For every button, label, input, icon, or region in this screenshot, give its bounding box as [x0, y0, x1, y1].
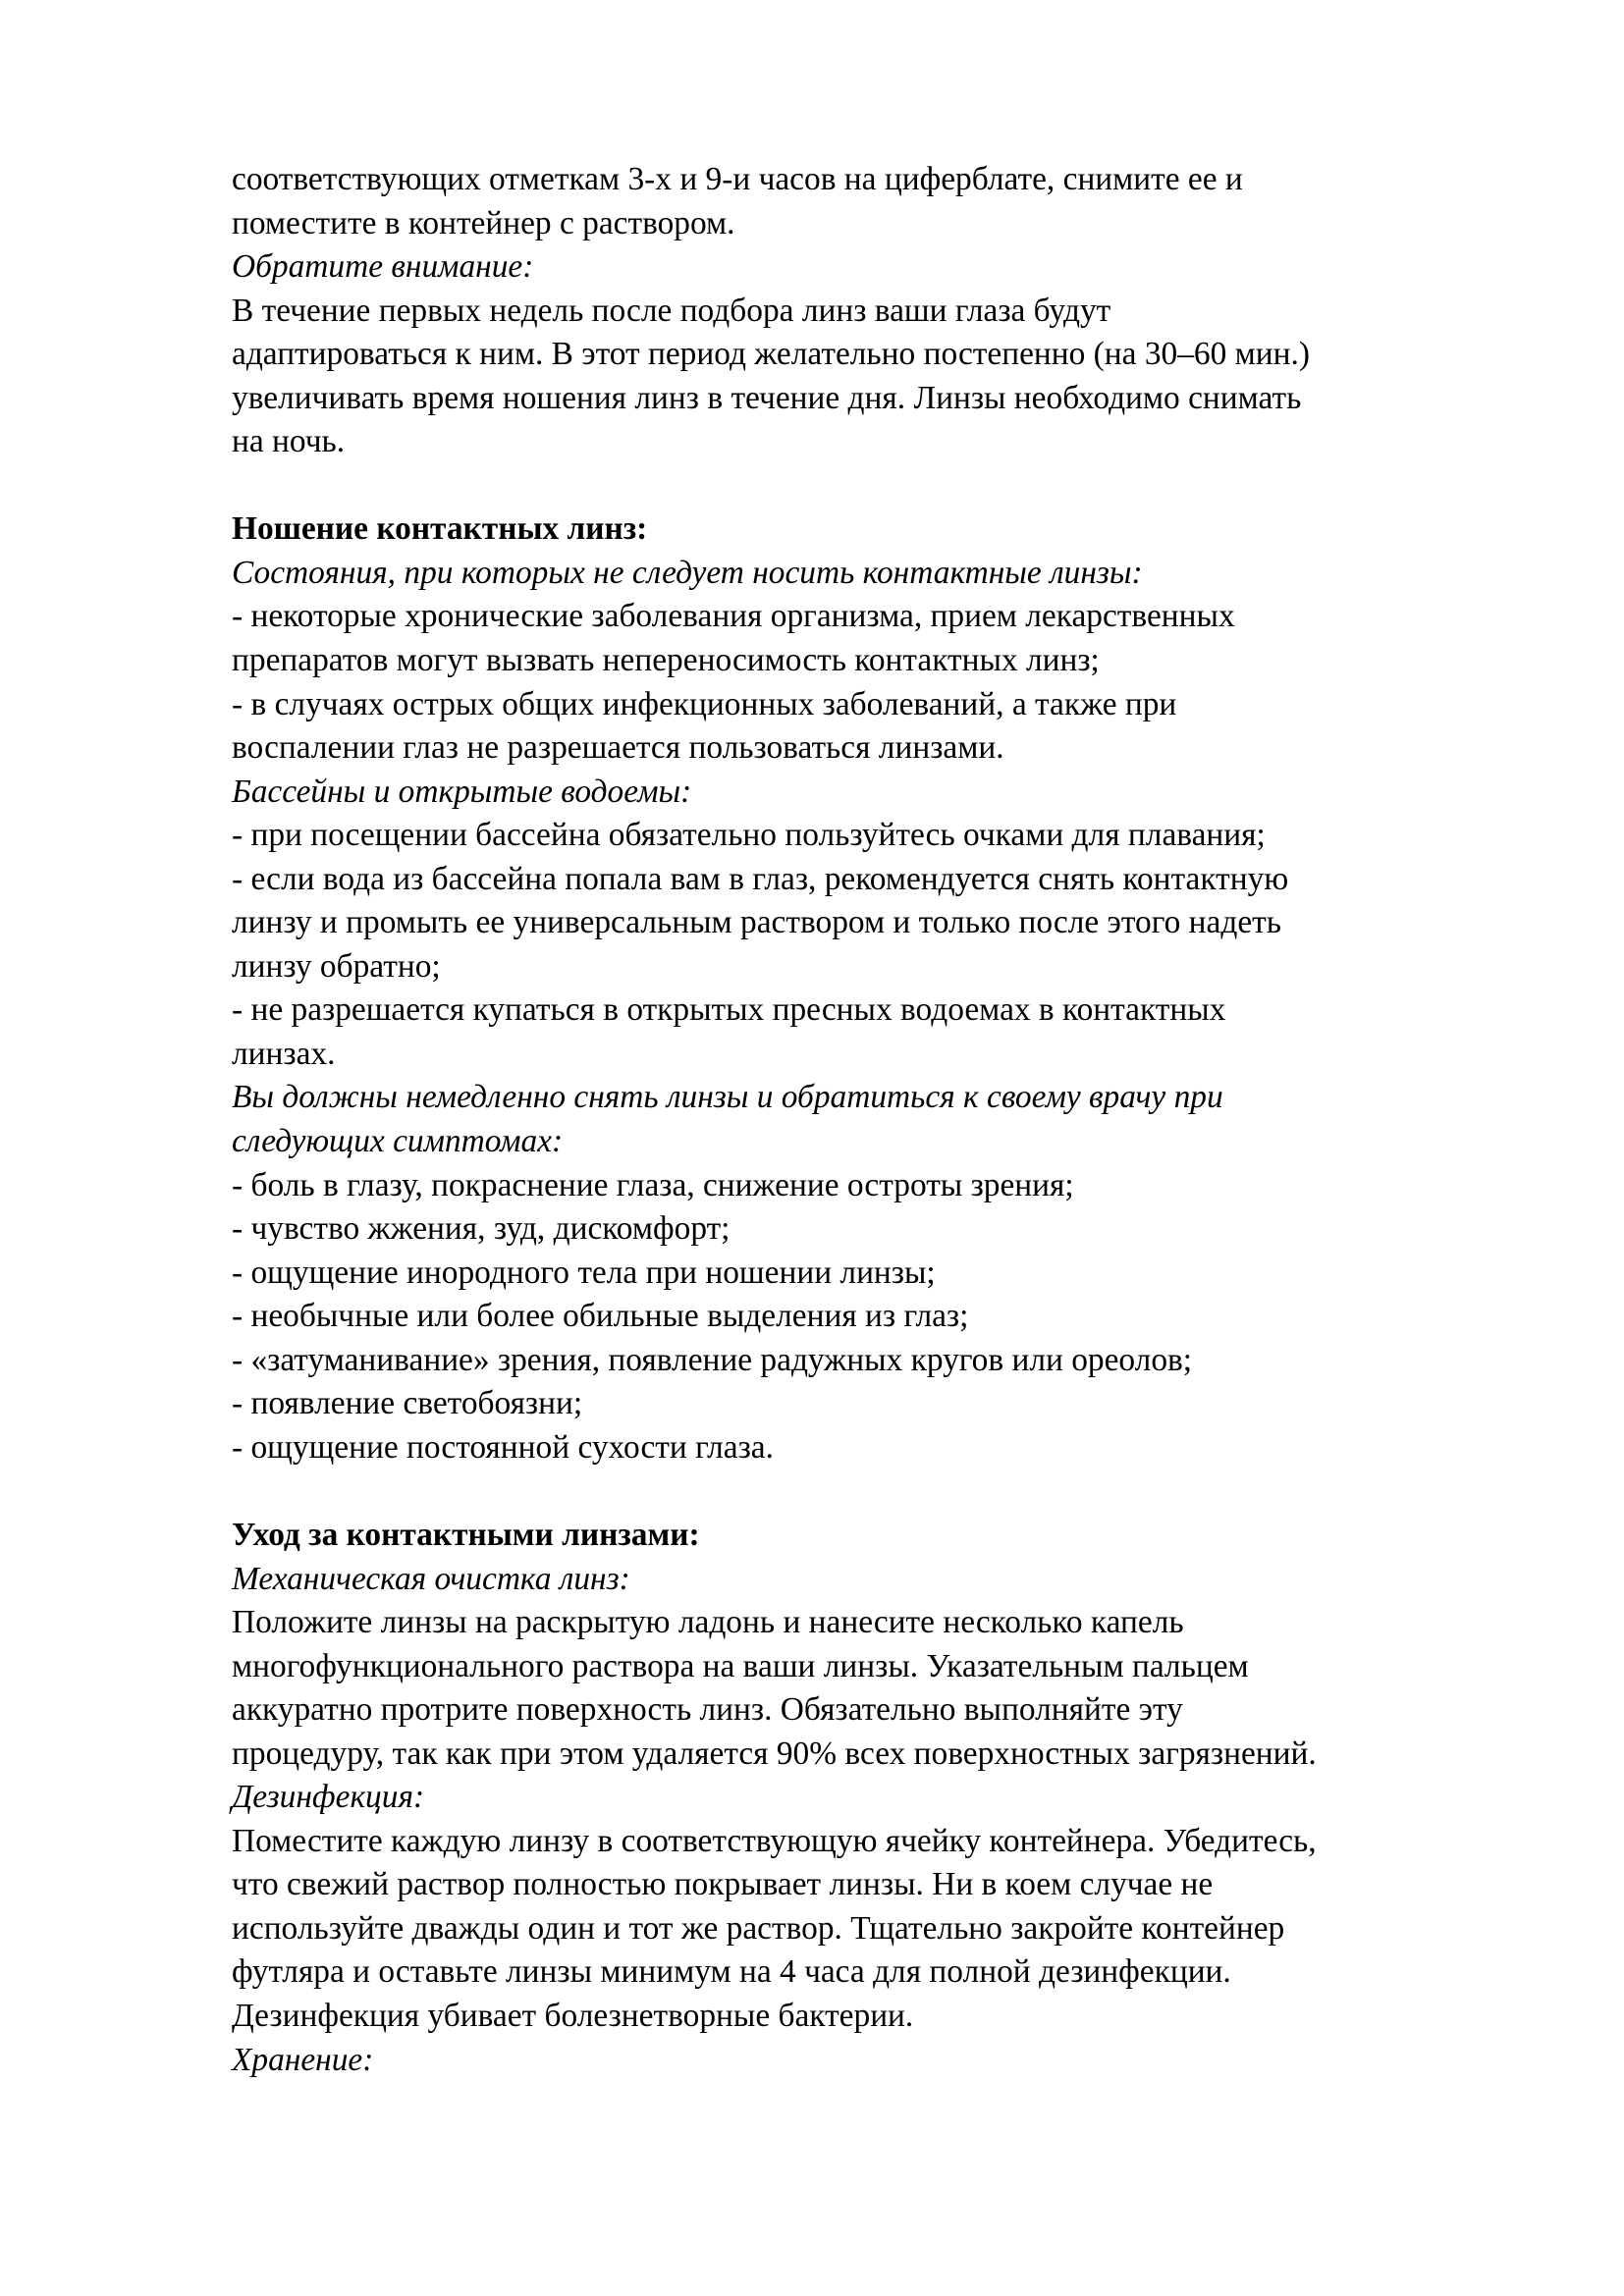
text-line: В течение первых недель после подбора линз ваши глаза будут — [232, 292, 1111, 329]
text-line: соответствующих отметкам 3-х и 9-и часов на циферблате, снимите ее и — [232, 161, 1243, 197]
document-section — [232, 158, 1516, 464]
text-line: поместите в контейнер с раствором. — [232, 204, 735, 241]
text-line: футляра и оставьте линзы минимум на 4 часа для полной дезинфекции. — [232, 1953, 1231, 1991]
text-line: Дезинфекция убивает болезнетворные бактерии. — [232, 1997, 914, 2034]
subheading-line: следующих симптомах: — [232, 1123, 564, 1160]
text-line: - боль в глазу, покраснение глаза, снижение остроты зрения; — [232, 1166, 1074, 1203]
text-line: - необычные или более обильные выделения из глаз; — [232, 1298, 969, 1335]
text-line: - «затуманивание» зрения, появление радужных кругов или ореолов; — [232, 1341, 1193, 1378]
document-section — [232, 507, 1516, 1469]
text-line: увеличивать время ношения линз в течение дня. Линзы необходимо снимать — [232, 379, 1302, 416]
text-line: - при посещении бассейна обязательно пользуйтесь очками для плавания; — [232, 817, 1266, 854]
text-line: многофункционального раствора на ваши линзы. Указательным пальцем — [232, 1647, 1249, 1684]
text-line: адаптироваться к ним. В этот период желательно постепенно (на 30–60 мин.) — [232, 336, 1310, 373]
text-line: - появление светобоязни; — [232, 1385, 583, 1422]
text-line: - чувство жжения, зуд, дискомфорт; — [232, 1210, 731, 1248]
subheading-line: Состояния, при которых не следует носить контактные линзы: — [232, 554, 1143, 591]
text-line: линзах. — [232, 1035, 336, 1072]
text-line: линзу обратно; — [232, 947, 441, 985]
subheading-line: Обратите внимание: — [232, 248, 534, 286]
subheading-line: Механическая очистка линз: — [232, 1560, 630, 1597]
text-line: что свежий раствор полностью покрывает линзы. Ни в коем случае не — [232, 1866, 1214, 1903]
subheading-line: Вы должны немедленно снять линзы и обратиться к своему врачу при — [232, 1079, 1223, 1116]
section-heading: Ношение контактных линз: — [232, 510, 648, 548]
text-line: - ощущение инородного тела при ношении линзы; — [232, 1254, 936, 1291]
document-section — [232, 1514, 1516, 2082]
text-line: - ощущение постоянной сухости глаза. — [232, 1428, 774, 1466]
text-line: Положите линзы на раскрытую ладонь и нанесите несколько капель — [232, 1604, 1184, 1641]
text-line: - не разрешается купаться в открытых пресных водоемах в контактных — [232, 991, 1226, 1029]
subheading-line: Бассейны и открытые водоемы: — [232, 773, 692, 810]
text-line: линзу и промыть ее универсальным раствором и только после этого надеть — [232, 904, 1281, 941]
subheading-line: Дезинфекция: — [232, 1779, 425, 1816]
text-line: - некоторые хронические заболевания организма, прием лекарственных — [232, 598, 1235, 635]
text-line: на ночь. — [232, 423, 346, 460]
text-line: аккуратно протрите поверхность линз. Обязательно выполняйте эту — [232, 1691, 1183, 1729]
text-line: - если вода из бассейна попала вам в глаз, рекомендуется снять контактную — [232, 860, 1289, 897]
subheading-line: Хранение: — [232, 2041, 374, 2078]
section-heading: Уход за контактными линзами: — [232, 1516, 700, 1553]
text-line: Поместите каждую линзу в соответствующую ячейку контейнера. Убедитесь, — [232, 1822, 1317, 1859]
text-line: - в случаях острых общих инфекционных заболеваний, а также при — [232, 685, 1177, 722]
text-line: процедуру, так как при этом удаляется 90% всех поверхностных загрязнений. — [232, 1735, 1317, 1772]
text-line: воспалении глаз не разрешается пользоваться линзами. — [232, 729, 1004, 767]
text-line: препаратов могут вызвать непереносимость контактных линз; — [232, 642, 1100, 679]
text-line: используйте дважды один и тот же раствор. Тщательно закройте контейнер — [232, 1909, 1285, 1947]
